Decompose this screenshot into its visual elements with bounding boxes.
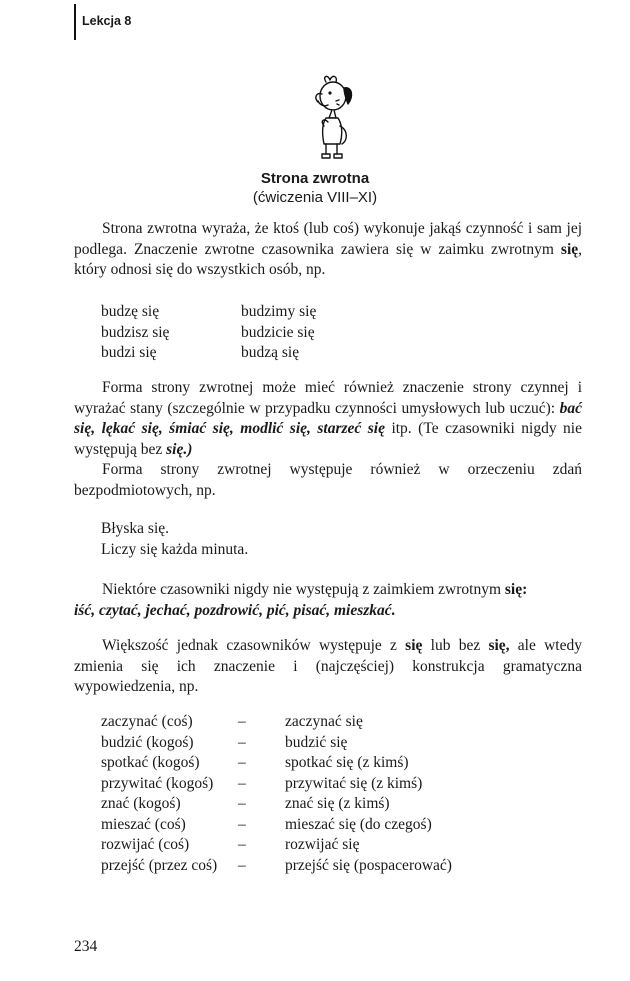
dash: –	[238, 836, 246, 853]
conjugation-row	[101, 323, 316, 344]
section-subtitle: (ćwiczenia VIII–XI)	[252, 189, 378, 206]
reflexive-verb: mieszać się (do czegoś)	[285, 815, 432, 833]
base-verb: przejść (przez coś)	[101, 856, 218, 874]
paragraph-text: itp. (Te czasowniki nigdy nie występują bez	[74, 420, 582, 458]
reflexive-verb: zaczynać się	[285, 713, 363, 730]
paragraph-meaning-change	[74, 636, 582, 698]
impersonal-examples	[101, 519, 248, 560]
dash: –	[238, 774, 246, 792]
dash: –	[238, 795, 246, 812]
bold-term: się.)	[166, 440, 193, 458]
paragraph-text: lub bez	[422, 637, 489, 654]
bold-term: się:	[504, 581, 528, 598]
verb-pair-row	[101, 712, 452, 733]
page-number: 234	[74, 938, 98, 955]
cartoon-dog-illustration	[306, 74, 362, 164]
example-verbs: iść, czytać, jechać, pozdrowić, pić, pisać, mieszkać.	[74, 601, 396, 619]
paragraph-text: Forma strony zwrotnej może mieć również znaczenie strony czynnej i wyrażać stany (szczególnie w przypadku czynności umysłowych lub uczuć):	[74, 379, 582, 417]
singular-form: budzi się	[101, 344, 157, 361]
example-sentence: Błyska się.	[101, 520, 170, 537]
reflexive-verb: budzić się	[285, 733, 348, 751]
base-verb: rozwijać (coś)	[101, 836, 190, 853]
example-sentence: Liczy się każda minuta.	[101, 540, 249, 558]
paragraph-text: ale wtedy zmienia się ich znaczenie i (najczęściej) konstrukcja gramatyczna wypowiedzenia, np.	[74, 637, 582, 695]
bold-term: się,	[488, 637, 510, 654]
singular-form: budzę się	[101, 303, 160, 320]
base-verb: przywitać (kogoś)	[101, 774, 214, 792]
dash: –	[238, 713, 246, 730]
reflexive-verb: spotkać się (z kimś)	[285, 754, 409, 771]
example-verbs: bać się, lękać się, śmiać się, modlić się, starzeć się	[74, 399, 582, 437]
base-verb: budzić (kogoś)	[101, 733, 194, 751]
plural-form: budzicie się	[241, 323, 315, 341]
base-verb: znać (kogoś)	[101, 795, 181, 812]
verb-pair-row	[101, 753, 452, 774]
paragraph-text: , który odnosi się do wszystkich osób, np.	[74, 240, 582, 278]
dash: –	[238, 856, 246, 874]
bold-term: się	[560, 240, 579, 258]
paragraph-non-reflexive	[74, 580, 582, 621]
base-verb: spotkać (kogoś)	[101, 754, 200, 771]
dash: –	[238, 815, 246, 833]
verb-pair-row	[101, 856, 452, 877]
base-verb: zaczynać (coś)	[101, 713, 193, 730]
paragraph-text: Forma strony zwrotnej występuje również w orzeczeniu zdań bezpodmiotowych, np.	[74, 461, 582, 499]
reflexive-verb: rozwijać się	[285, 836, 360, 853]
lesson-header: Lekcja 8	[82, 14, 132, 28]
verb-pairs-table	[101, 712, 452, 876]
conjugation-table	[101, 302, 316, 364]
paragraph-text: Strona zwrotna wyraża, że ktoś (lub coś) wykonuje jakąś czynność i sam jej podlega. Znaczenie zwrotne czasownika zawiera się w zaimku zwrotnym	[74, 220, 582, 258]
section-title: Strona zwrotna	[260, 170, 370, 187]
paragraph-definition	[74, 219, 582, 281]
verb-pair-row	[101, 794, 452, 815]
singular-form: budzisz się	[101, 323, 170, 341]
dash: –	[238, 733, 246, 751]
base-verb: mieszać (coś)	[101, 815, 186, 833]
dash: –	[238, 754, 246, 771]
conjugation-row	[101, 343, 316, 364]
verb-pair-row	[101, 835, 452, 856]
verb-pair-row	[101, 774, 452, 795]
paragraph-text: Niektóre czasowniki nigdy nie występują z zaimkiem zwrotnym	[102, 581, 505, 598]
plural-form: budzimy się	[241, 303, 317, 320]
paragraph-text: Większość jednak czasowników występuje z	[102, 637, 406, 654]
plural-form: budzą się	[241, 344, 300, 361]
verb-pair-row	[101, 733, 452, 754]
conjugation-row	[101, 302, 316, 323]
paragraph-active-meaning	[74, 378, 582, 501]
reflexive-verb: znać się (z kimś)	[285, 795, 390, 812]
reflexive-verb: przejść się (pospacerować)	[285, 856, 452, 874]
reflexive-verb: przywitać się (z kimś)	[285, 774, 423, 792]
bold-term: się	[405, 637, 423, 654]
header-rule	[74, 4, 76, 40]
verb-pair-row	[101, 815, 452, 836]
